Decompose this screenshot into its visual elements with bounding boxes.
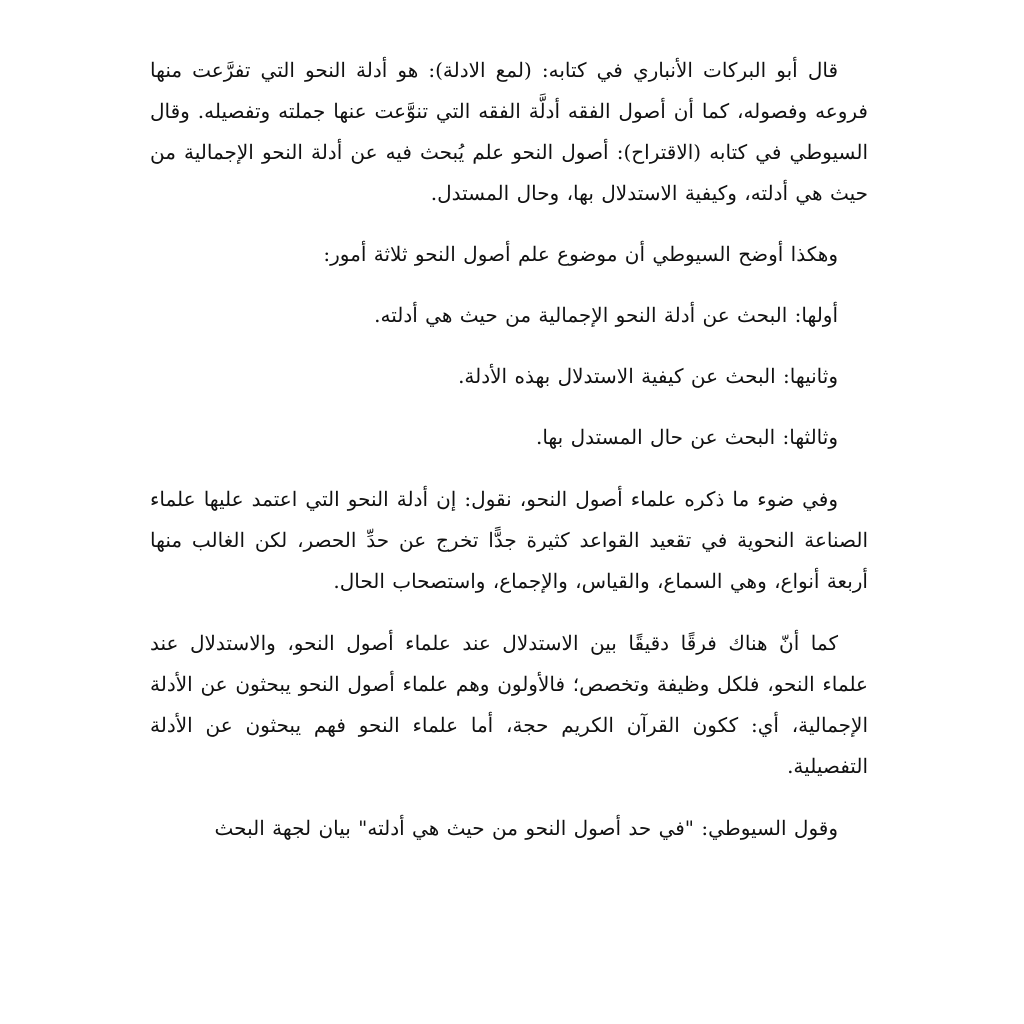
paragraph-definition: قال أبو البركات الأنباري في كتابه: (لمع الادلة): هو أدلة النحو التي تفرَّعت منها فروعه وفصوله، كما أن أصول الفقه أدلَّة الفقه التي تنوَّعت عنها جملته وتفصيله. وقال السيوطي في كتابه (الاقتراح): أصول النحو علم يُبحث فيه عن أدلة النحو الإجمالية من حيث هي أدلته، وكيفية الاستدلال بها، وحال المستدل.	[150, 58, 868, 205]
paragraph-suyuti-quote: وقول السيوطي: "في حد أصول النحو من حيث هي أدلته" بيان لجهة البحث	[214, 816, 838, 840]
document-page	[150, 50, 868, 849]
list-item-second: وثانيها: البحث عن كيفية الاستدلال بهذه الأدلة.	[458, 364, 838, 388]
paragraph-difference: كما أنّ هناك فرقًا دقيقًا بين الاستدلال عند علماء أصول النحو، والاستدلال عند علماء النحو، فلكل وظيفة وتخصص؛ فالأولون وهم علماء أصول النحو يبحثون عن الأدلة الإجمالية، أي: ككون القرآن الكريم حجة، أما علماء النحو فهم يبحثون عن الأدلة التفصيلية.	[150, 631, 868, 778]
list-item-third: وثالثها: البحث عن حال المستدل بها.	[535, 425, 838, 449]
paragraph-three-matters: وهكذا أوضح السيوطي أن موضوع علم أصول النحو ثلاثة أمور:	[323, 242, 838, 266]
list-item-first: أولها: البحث عن أدلة النحو الإجمالية من حيث هي أدلته.	[374, 303, 838, 327]
paragraph-evidence-types: وفي ضوء ما ذكره علماء أصول النحو، نقول: إن أدلة النحو التي اعتمد عليها علماء الصناعة النحوية في تقعيد القواعد كثيرة جدًّا تخرج عن حدِّ الحصر، لكن الغالب منها أربعة أنواع، وهي السماع، والقياس، والإجماع، واستصحاب الحال.	[150, 487, 868, 593]
